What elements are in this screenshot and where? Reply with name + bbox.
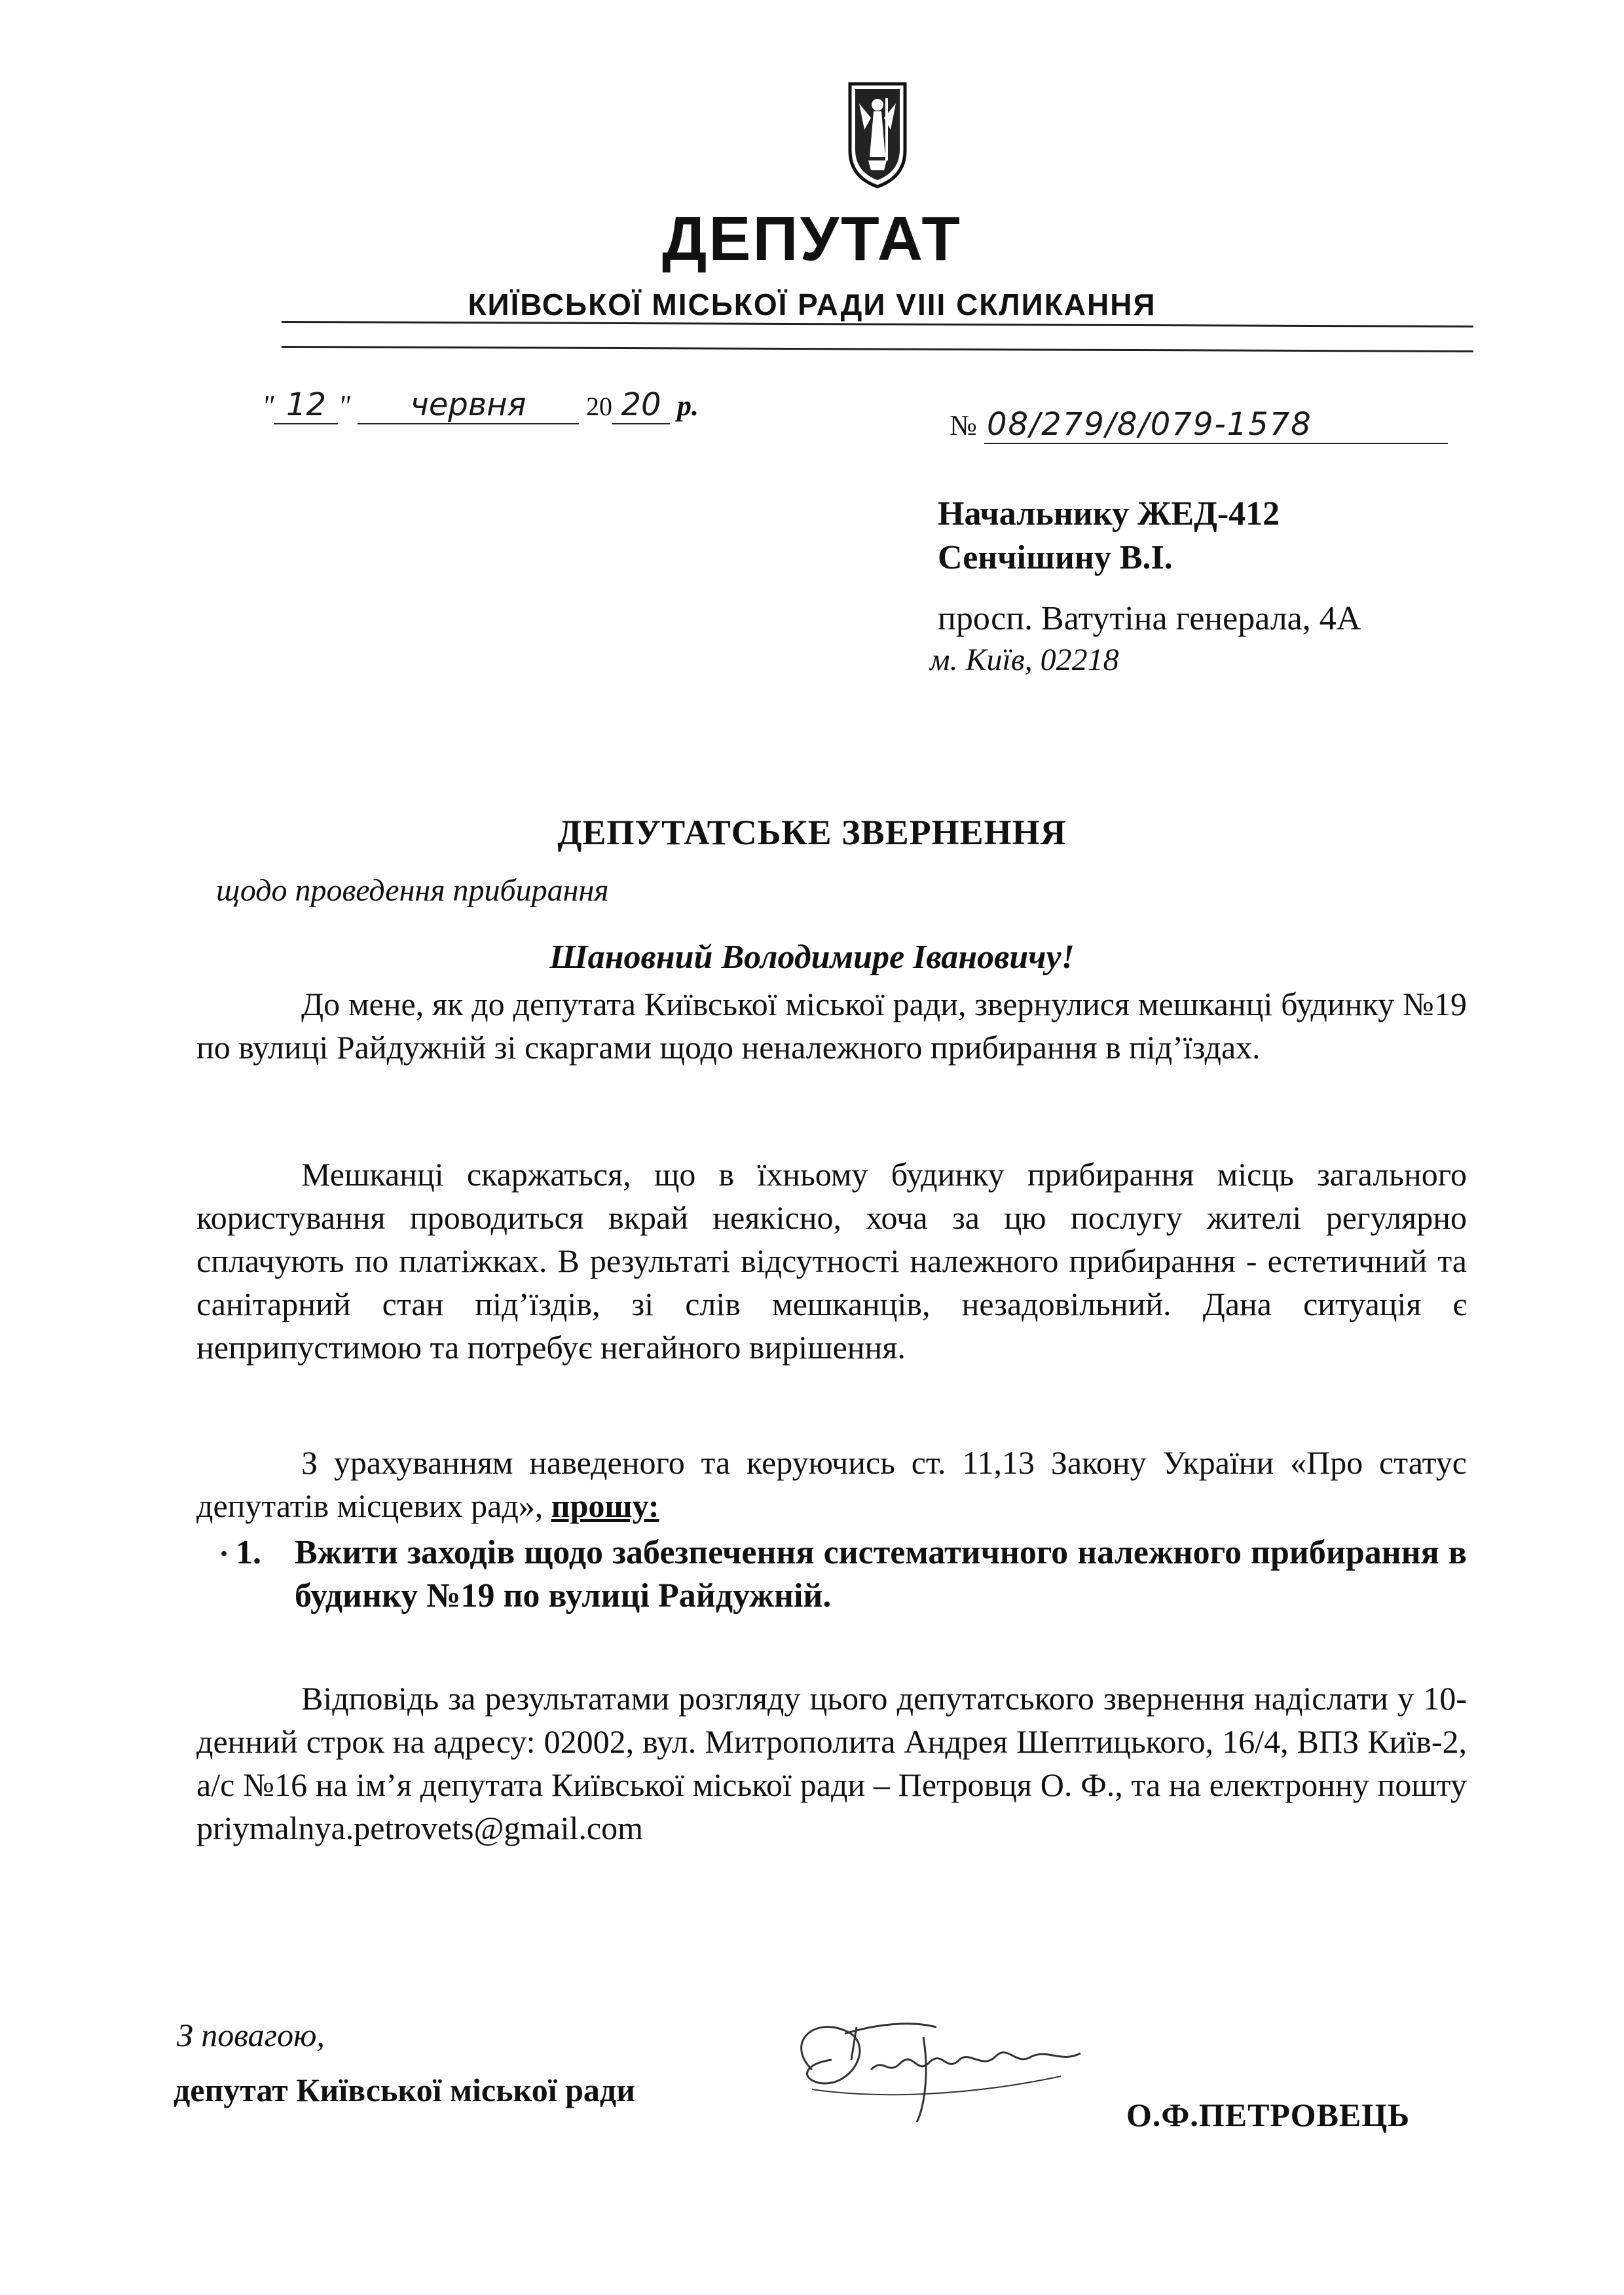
reference-number (950, 406, 1448, 444)
reference-label: № (950, 409, 977, 441)
addressee-position: Начальнику ЖЕД-412 (938, 495, 1280, 532)
addressee-city: м. Київ, 02218 (930, 643, 1119, 677)
closing-phrase: З повагою, (177, 2017, 325, 2053)
kyiv-coat-of-arms-icon (845, 79, 910, 190)
date-month: червня (358, 386, 579, 424)
salutation: Шановний Володимире Івановичу! (549, 939, 1075, 976)
request-number: 1. (236, 1534, 261, 1571)
paragraph-3-main: З урахуванням наведеного та керуючись ст. 11,13 Закону України «Про статус депутатів місцевих рад», (196, 1444, 1467, 1524)
signatory-position: депутат Київської міської ради (174, 2072, 636, 2108)
paragraph-1-text: До мене, як до депутата Київської міської ради, звернулися мешканці будинку №19 по вулиці Райдужній зі скаргами щодо неналежного прибирання в під’їздах. (196, 986, 1467, 1066)
paragraph-2 (196, 1153, 1467, 1369)
letterhead-title: ДЕПУТАТ (662, 204, 962, 274)
addressee-street: просп. Ватутіна генерала, 4А (938, 600, 1361, 637)
date-day: 12 (274, 386, 338, 424)
scan-dot-mark (221, 1551, 227, 1556)
request-text: Вжити заходів щодо забезпечення систематичного належного прибирання в будинку №19 по вулиці Райдужній. (295, 1534, 1467, 1614)
date-year-prefix: 20 (585, 392, 612, 421)
paragraph-2-text: Мешканці скаржаться, що в їхньому будинку прибирання місць загального користування проводиться вкрай неякісно, хоча за цю послугу жителі регулярно сплачують по платіжках. В результаті відсутності належного прибирання - естетичний та санітарний стан під’їздів, зі слів мешканців, незадовільний. Дана ситуація є неприпустимою та потребує негайного вирішення. (196, 1156, 1467, 1366)
document-subject: щодо проведення прибирання (216, 873, 609, 908)
paragraph-1 (196, 982, 1467, 1069)
letterhead-divider-bottom (282, 346, 1473, 352)
document-title: ДЕПУТАТСЬКЕ ЗВЕРНЕННЯ (557, 813, 1067, 852)
paragraph-4-text: Відповідь за результатами розгляду цього депутатського звернення надіслати у 10-денний строк на адресу: 02002, вул. Митрополита Андрея Шептицького, 16/4, ВПЗ Київ-2, а/с №16 на ім’я депутата Київської міської ради – Петровця О. Ф., та на електронну пошту priymalnya.petrovets@gmail.com (196, 1680, 1467, 1846)
handwritten-signature (773, 1998, 1100, 2129)
paragraph-4 (196, 1677, 1467, 1850)
date-year-mark: р. (676, 390, 699, 422)
letter-date: " 12 " червня 20 20 р. (262, 386, 699, 423)
paragraph-3-text (196, 1441, 1467, 1527)
paragraph-3 (196, 1441, 1467, 1527)
addressee-name: Сенчішину В.І. (938, 539, 1173, 576)
date-year-suffix: 20 (612, 386, 670, 424)
request-keyword: прошу: (551, 1487, 659, 1524)
signatory-name: О.Ф.ПЕТРОВЕЦЬ (1126, 2097, 1411, 2133)
reference-value: 08/279/8/079-1578 (984, 406, 1448, 444)
letterhead-subtitle: КИЇВСЬКОЇ МІСЬКОЇ РАДИ VIII СКЛИКАННЯ (468, 288, 1156, 322)
request-list-item (236, 1531, 1467, 1618)
